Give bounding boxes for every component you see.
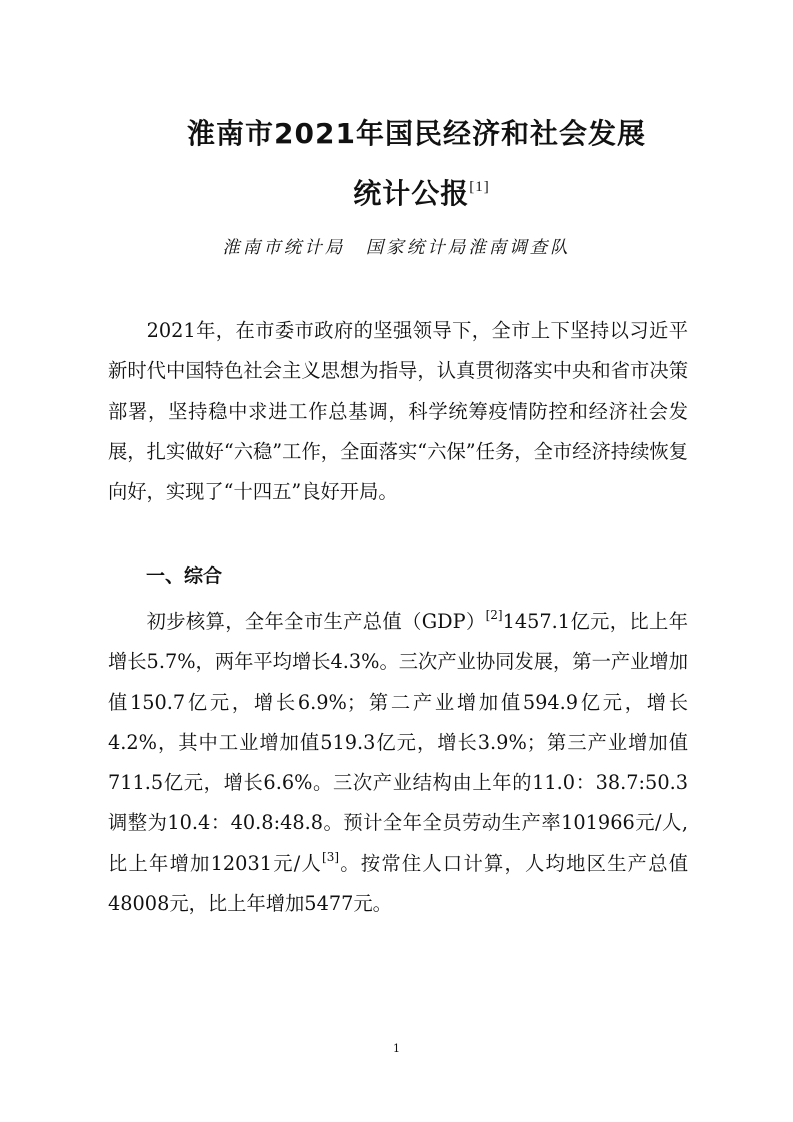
section1-text-part1: 初步核算，全年全市生产总值（GDP） [146,610,486,633]
footnote-marker-2[interactable]: [2] [485,608,503,622]
title-line2-text: 统计公报 [353,177,470,210]
intro-paragraph: 2021年，在市委市政府的坚强领导下，全市上下坚持以习近平新时代中国特色社会主义思想为指导，认真贯彻落实中央和省市决策部署，坚持稳中求进工作总基调，科学统筹疫情防控和经济社会发展，扎实做好“六稳”工作，全面落实“六保”任务，全市经济持续恢复向好，实现了“十四五”良好开局。 [108,319,688,504]
title-footnote-marker[interactable]: [1] [469,179,490,195]
page-number: 1 [393,1042,400,1055]
section1-paragraph [108,602,688,924]
title-line1-text: 淮南市2021年国民经济和社会发展 [187,117,646,150]
section1-text-part3: 。按常住人口计算，人均地区生产总值48008元，比上年增加5477元。 [108,851,688,916]
section1-heading: 一、综合 [146,565,223,587]
document-title-line2 [0,172,793,212]
document-subtitle: 淮南市统计局 国家统计局淮南调查队 [222,238,571,258]
document-title-line1 [0,112,793,152]
footnote-marker-3[interactable]: [3] [322,849,340,864]
section1-text-part2: 1457.1亿元，比上年增长5.7%，两年平均增长4.3%。三次产业协同发展，第一产业增加值150.7亿元，增长6.9%；第二产业增加值594.9亿元，增长4.2%，其中工业增加值519.3亿元，增长3.9%；第三产业增加值711.5亿元，增长6.6%。三次产业结构由上年的11.0：38.7:50.3调整为10.4：40.8:48.8。预计全年全员劳动生产率101966元/人,比上年增加12031元/人 [108,610,688,875]
